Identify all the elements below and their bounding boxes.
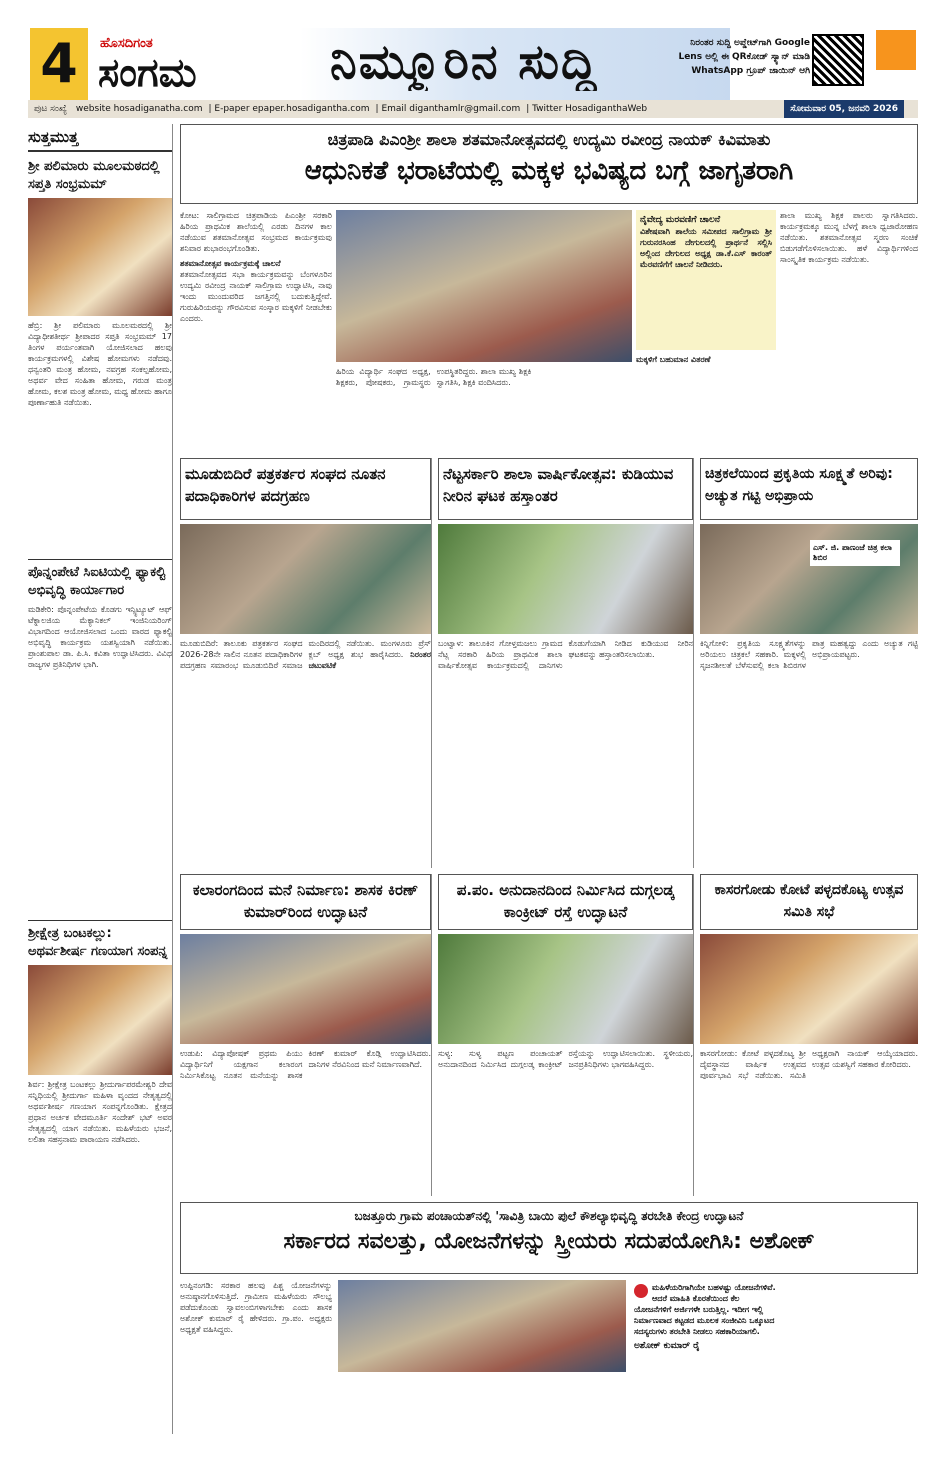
story-a-photo: [180, 524, 431, 634]
story-b: [438, 458, 694, 868]
story-d-headline: ಕಲಾರಂಗದಿಂದ ಮನೆ ನಿರ್ಮಾಣ: ಶಾಸಕ ಕಿರಣ್ ಕುಮಾರ್‌ರಿಂದ ಉದ್ಘಾಟನೆ: [180, 874, 431, 930]
story-a-subhead: ನಿರಂತರ ಚಟುವಟಿಕೆ: [308, 650, 431, 670]
qr-code-icon[interactable]: [812, 34, 864, 86]
story-e: [438, 874, 694, 1196]
story-d: [180, 874, 432, 1196]
bottom-body: ಉಪ್ಪಿನಂಗಡಿ: ಸರಕಾರ ಹಲವು ಪಿಶ್ಚ ಯೋಜನೆಗಳನ್ನು ಅನುಷ್ಠಾನಗೊಳಿಸುತ್ತಿದೆ. ಗ್ರಾಮೀಣ ಮಹಿಳೆಯರು ಸೌಲಭ್ಯ ಪಡೆದುಕೊಂಡು ಸ್ವಾವಲಂಬಿಗಳಾಗಬೇಕು ಎಂದು ಶಾಸಕ ಅಶೋಕ್ ಕುಮಾರ್ ರೈ ಹೇಳಿದರು. ಗ್ರಾ.ಪಂ. ಅಧ್ಯಕ್ಷರು ಅಧ್ಯಕ್ಷತೆ ವಹಿಸಿದ್ದರು.: [180, 1281, 332, 1334]
bottom-headline: ಸರ್ಕಾರದ ಸವಲತ್ತು, ಯೋಜನೆಗಳನ್ನು ಸ್ತ್ರೀಯರು ಸದುಪಯೋಗಿಸಿ: ಅಶೋಕ್: [283, 1229, 815, 1254]
story-d-body: ಉಡುಪಿ: ವಿದ್ಯಾಪೋಷಕ್ ಪ್ರಥಮ ಪಿಯು ವಿದ್ಯಾರ್ಥಿನಿಗೆ ಯಕ್ಷಗಾನ ಕಲಾರಂಗ ನಿರ್ಮಿಸಿಕೊಟ್ಟ ನೂತನ ಮನೆಯನ್ನು ಶಾಸಕ ಕಿರಣ್ ಕುಮಾರ್ ಕೊಡ್ಗಿ ಉದ್ಘಾಟಿಸಿದರು. ದಾನಿಗಳ ನೆರವಿನಿಂದ ಮನೆ ನಿರ್ಮಾಣವಾಗಿದೆ.: [180, 1049, 431, 1080]
story2-headline: ಪೊನ್ನಂಪೇಟೆ ಸಿಐಟಿಯಲ್ಲಿ ಫ್ಯಾಕಲ್ಟಿ ಅಭಿವೃದ್ಧಿ ಕಾರ್ಯಾಗಾರ: [28, 565, 166, 598]
story-c: [700, 458, 918, 868]
website-link[interactable]: website hosadiganatha.com: [75, 104, 203, 114]
bottom-quote-box: [632, 1280, 780, 1430]
lead-kicker: ಚಿತ್ರಪಾಡಿ ಪಿಎಂಶ್ರೀ ಶಾಲಾ ಶತಮಾನೋತ್ಸವದಲ್ಲಿ ಉದ್ಯಮಿ ರವೀಂದ್ರ ನಾಯಕ್ ಕಿವಿಮಾತು: [327, 130, 771, 149]
issue-date: ಸೋಮವಾರ 05, ಜನವರಿ 2026: [784, 100, 904, 118]
story1-body: ಹೆಬ್ರಿ: ಶ್ರೀ ಪಲಿಮಾರು ಮೂಲಮಠದಲ್ಲಿ ಶ್ರೀ ವಿದ್ಯಾಧೀಶತೀರ್ಥ ಶ್ರೀಪಾದರ ಸಪ್ತತಿ ಸಂಭ್ರಮಮ್ 17 ತಿಂಗಳ ಪರ್ಯಂತವಾಗಿ ಯೋಜಿಸಲಾದ ಹಲವು ಕಾರ್ಯಕ್ರಮಗಳಲ್ಲಿ ವಿಶೇಷ ಹೋಮಗಳು ನಡೆದವು. ಧನ್ವಂತರಿ ಮಂತ್ರ ಹೋಮ, ನವಗ್ರಹ ಸಂಕಲ್ಪಹೋಮ, ಅಥರ್ವ ವೇದ ಸಂಹಿತಾ ಹೋಮ, ಗರುಡ ಮಂತ್ರ ಹೋಮ, ಕಲಶ ಮಂತ್ರ ಹೋಮ, ಮಧ್ಯ ಹೋಮ ಹಾಗೂ ಪೂರ್ಣಾಹುತಿ ನಡೆಯಿತು.: [28, 321, 172, 407]
epaper-link[interactable]: E-paper epaper.hosadigantha.com: [214, 104, 370, 114]
lead-subhead1: ಶತಮಾನೋತ್ಸವ ಕಾರ್ಯಕ್ರಮಕ್ಕೆ ಚಾಲನೆ: [180, 259, 281, 268]
story-f-photo: [700, 934, 918, 1044]
lead-body2: ಶತಮಾನೋತ್ಸವದ ಸಭಾ ಕಾರ್ಯಕ್ರಮವನ್ನು ಬೆಂಗಳೂರಿನ ಉದ್ಯಮಿ ರವೀಂದ್ರ ನಾಯಕ್ ಸಾಲಿಗ್ರಾಮ ಉದ್ಘಾಟಿಸಿ, ನಾವು ಇಂದು ಮುಂದುವರಿದ ಜಗತ್ತಿನಲ್ಲಿ ಬದುಕುತ್ತಿದ್ದೇವೆ. ಗುರುಹಿರಿಯರನ್ನು ಗೌರವಿಸುವ ಸಂಸ್ಕಾರ ಮಕ್ಕಳಿಗೆ ನೀಡಬೇಕು ಎಂದರು.: [180, 270, 332, 323]
brand-name: ಸಂಗಮ: [98, 50, 197, 96]
story-e-photo: [438, 934, 693, 1044]
masthead-title: ನಿಮ್ಮೂರಿನ ಸುದ್ದಿ: [330, 34, 599, 90]
story-c-headline: ಚಿತ್ರಕಲೆಯಿಂದ ಪ್ರಕೃತಿಯ ಸೂಕ್ಷ್ಮತೆ ಅರಿವು: ಅಚ್ಯುತ ಗಟ್ಟಿ ಅಭಿಪ್ರಾಯ: [700, 458, 918, 520]
story-a: [180, 458, 432, 868]
twitter-link[interactable]: Twitter HosadiganthaWeb: [532, 104, 648, 114]
lead-sidebar: [636, 210, 776, 350]
left-column: [28, 124, 173, 1434]
story-c-body: ಕಿನ್ನಿಗೋಳಿ: ಪ್ರಕೃತಿಯ ಸೂಕ್ಷ್ಮತೆಗಳನ್ನು ಅರಿಯಲು ಚಿತ್ರಕಲೆ ಸಹಕಾರಿ. ಮಕ್ಕಳಲ್ಲಿ ಸೃಜನಶೀಲತೆ ಬೆಳೆಸುವಲ್ಲಿ ಕಲಾ ಶಿಬಿರಗಳ ಪಾತ್ರ ಮಹತ್ವದ್ದು ಎಂದು ಅಚ್ಯುತ ಗಟ್ಟಿ ಅಭಿಪ್ರಾಯಪಟ್ಟರು.: [700, 639, 918, 670]
story-a-headline: ಮೂಡುಬಿದಿರೆ ಪತ್ರಕರ್ತರ ಸಂಘದ ನೂತನ ಪದಾಧಿಕಾರಿಗಳ ಪದಗ್ರಹಣ: [180, 458, 431, 520]
bottom-photo: [338, 1280, 626, 1372]
lead-subhead2: ಮಕ್ಕಳಿಗೆ ಬಹುಮಾನ ವಿತರಣೆ: [636, 355, 711, 364]
story-b-headline: ನೆಟ್ಟಸರ್ಕಾರಿ ಶಾಲಾ ವಾರ್ಷಿಕೋತ್ಸವ: ಕುಡಿಯುವ ನೀರಿನ ಘಟಕ ಹಸ್ತಾಂತರ: [438, 458, 693, 520]
lead-body4: ಶಾಲಾ ಮುಖ್ಯ ಶಿಕ್ಷಕ ಪಾಲರು ಸ್ವಾಗತಿಸಿದರು. ಕಾರ್ಯಕ್ರಮಕ್ಕೂ ಮುನ್ನ ಬೆಳಗ್ಗೆ ಶಾಲಾ ಧ್ವಜಾರೋಹಣ ನಡೆಯಿತು. ಶತಮಾನೋತ್ಸವ ಸ್ಮರಣ ಸಂಚಿಕೆ ಬಿಡುಗಡೆಗೊಳಿಸಲಾಯಿತು. ಹಳೆ ವಿದ್ಯಾರ್ಥಿಗಳಿಂದ ಸಾಂಸ್ಕೃತಿಕ ಕಾರ್ಯಕ್ರಮ ನಡೆಯಿತು.: [780, 211, 918, 264]
story1-photo: [28, 198, 172, 316]
story1-headline: ಶ್ರೀ ಪಲಿಮಾರು ಮೂಲಮಠದಲ್ಲಿ ಸಪ್ತತಿ ಸಂಭ್ರಮಮ್: [28, 159, 160, 192]
bottom-quote: ಮಹಿಳೆಯರಿಗಾಗಿಯೇ ಬಹಳಷ್ಟು ಯೋಜನೆಗಳಿವೆ. ಆದರೆ ಮಾಹಿತಿ ಕೊರತೆಯಿಂದ ಕೆಲ ಯೋಜನೆಗಳಿಗೆ ಅರ್ಜಿಗಳೇ ಬರುತ್ತಿಲ್ಲ. ಇದೀಗ ಇಲ್ಲಿ ನಿರ್ಮಾಣವಾದ ಕಟ್ಟಡದ ಮೂಲಕ ಸಂಜೀವಿನಿ ಒಕ್ಕೂಟದ ಸದಸ್ಯರುಗಳು ತರಬೇತಿ ನೀಡಲು ಸಹಕಾರಿಯಾಗಲಿ.: [634, 1283, 776, 1336]
story-e-body: ಸುಳ್ಯ: ಸುಳ್ಯ ಪಟ್ಟಣ ಪಂಚಾಯತ್ ಅನುದಾನದಿಂದ ನಿರ್ಮಿಸಿದ ದುಗ್ಗಲಡ್ಕ ಕಾಂಕ್ರೀಟ್ ರಸ್ತೆಯನ್ನು ಉದ್ಘಾಟಿಸಲಾಯಿತು. ಸ್ಥಳೀಯರು, ಜನಪ್ರತಿನಿಧಿಗಳು ಭಾಗವಹಿಸಿದ್ದರು.: [438, 1049, 693, 1069]
orange-block: [876, 30, 916, 70]
bottom-headline-box: [180, 1202, 918, 1274]
lead-body-col3: [636, 354, 776, 450]
story-b-body: ಬಂಟ್ವಾಳ: ತಾಲೂಕಿನ ಗೋಳ್ತಮಜಲು ಗ್ರಾಮದ ನೆಟ್ಲ ಸರಕಾರಿ ಹಿರಿಯ ಪ್ರಾಥಮಿಕ ಶಾಲಾ ವಾರ್ಷಿಕೋತ್ಸವ ಕಾರ್ಯಕ್ರಮದಲ್ಲಿ ದಾನಿಗಳು ಕೊಡುಗೆಯಾಗಿ ನೀಡಿದ ಕುಡಿಯುವ ನೀರಿನ ಘಟಕವನ್ನು ಹಸ್ತಾಂತರಿಸಲಾಯಿತು.: [438, 639, 693, 670]
qr-instruction: ನಿರಂತರ ಸುದ್ದಿ ಅಪ್ಡೇಟ್‌ಗಾಗಿ Google Lens ಅಲ್ಲಿ ಈ QRಕೋಡ್ ಸ್ಕ್ಯಾನ್ ಮಾಡಿ WhatsApp ಗ್ರೂಪ್ ಜಾಯಿನ್ ಆಗಿ: [678, 38, 810, 76]
sidebar-body: ವಿಶೇಷವಾಗಿ ಶಾಲೆಯ ಸಮೀಪದ ಸಾಲಿಗ್ರಾಮ ಶ್ರೀ ಗುರುನರಸಿಂಹ ದೇಗುಲದಲ್ಲಿ ಪ್ರಾರ್ಥನೆ ಸಲ್ಲಿಸಿ ಅಲ್ಲಿಂದ ದೇಗುಲದ ಅಧ್ಯಕ್ಷ ಡಾ.ಕೆ.ಎಸ್ ಕಾರಂತ್ ಮೆರವಣಿಗೆಗೆ ಚಾಲನೆ ನೀಡಿದರು.: [640, 227, 772, 269]
info-strip: ಪುಟ ಸಂಖ್ಯೆ website hosadiganatha.com | E-paper epaper.hosadigantha.com | Email diganthamlr@gmail.com | Twitter HosadiganthaWeb ಸೋಮವಾರ 05, ಜನವರಿ 2026: [28, 100, 918, 118]
lead-headline-box: [180, 124, 918, 204]
lead-headline: ಆಧುನಿಕತೆ ಭರಾಟೆಯಲ್ಲಿ ಮಕ್ಕಳ ಭವಿಷ್ಯದ ಬಗ್ಗೆ ಜಾಗೃತರಾಗಿ: [304, 156, 794, 186]
lead-body-col1: [180, 210, 332, 450]
brand-small: ಹೊಸದಿಗಂತ: [100, 36, 153, 51]
story-d-photo: [180, 934, 431, 1044]
lead-body3: ಹಿರಿಯ ವಿದ್ಯಾರ್ಥಿ ಸಂಘದ ಅಧ್ಯಕ್ಷ, ಶಿಕ್ಷಕರು, ಪೋಷಕರು, ಗ್ರಾಮಸ್ಥರು ಉಪಸ್ಥಿತರಿದ್ದರು. ಶಾಲಾ ಮುಖ್ಯ ಶಿಕ್ಷಕಿ ಸ್ವಾಗತಿಸಿ, ಶಿಕ್ಷಕಿ ವಂದಿಸಿದರು.: [336, 367, 532, 387]
story-c-banner: ಎಸ್. ಜಿ. ಪಾಣಂಜೆ ಚಿತ್ರ ಕಲಾ ಶಿಬಿರ: [810, 540, 900, 566]
story2-body: ಮಡಿಕೇರಿ: ಪೊನ್ನಂಪೇಟೆಯ ಕೊಡಗು ಇನ್ಸ್ಟಿಟ್ಯೂಟ್ ಆಫ್ ಟೆಕ್ನಾಲಜಿಯ ಮೆಕ್ಯಾನಿಕಲ್ ಇಂಜಿನಿಯರಿಂಗ್ ವಿಭಾಗದಿಂದ ಆಯೋಜಿಸಲಾದ ಒಂದು ವಾರದ ಫ್ಯಾಕಲ್ಟಿ ಅಭಿವೃದ್ಧಿ ಕಾರ್ಯಕ್ರಮ ಯಶಸ್ವಿಯಾಗಿ ನಡೆಯಿತು. ಪ್ರಾಂಶುಪಾಲ ಡಾ. ಪಿ.ಸಿ. ಕವಿತಾ ಉದ್ಘಾಟಿಸಿದರು. ವಿವಿಧ ರಾಜ್ಯಗಳ ಪ್ರತಿನಿಧಿಗಳ ಭಾಗಿ.: [28, 605, 172, 669]
story-c-photo: [700, 524, 918, 634]
story3-headline: ಶ್ರೀಕ್ಷೇತ್ರ ಬಂಟಕಲ್ಲು: ಅಥರ್ವಶೀರ್ಷ ಗಣಯಾಗ ಸಂಪನ್ನ: [28, 926, 168, 959]
section-label: ಪುಟ ಸಂಖ್ಯೆ: [34, 104, 67, 114]
story3-body: ಶಿರ್ವ: ಶ್ರೀಕ್ಷೇತ್ರ ಬಂಟಕಲ್ಲು ಶ್ರೀದುರ್ಗಾಪರಮೇಶ್ವರಿ ದೇವ ಸನ್ನಿಧಿಯಲ್ಲಿ ಶ್ರೀದುರ್ಗಾ ಮಹಿಳಾ ವೃಂದದ ನೇತೃತ್ವದಲ್ಲಿ ಅಥರ್ವಶೀರ್ಷ ಗಣಯಾಗ ಸಂಪನ್ನಗೊಂಡಿತು. ಕ್ಷೇತ್ರದ ಪ್ರಧಾನ ಅರ್ಚಕ ವೇದಮೂರ್ತಿ ಸಂದೇಶ್ ಭಟ್ ಅವರ ನೇತೃತ್ವದಲ್ಲಿ ಯಾಗ ನಡೆಯಿತು. ಮಹಿಳೆಯರು ಭಜನೆ, ಲಲಿತಾ ಸಹಸ್ರನಾಮ ಪಾರಾಯಣ ನಡೆಸಿದರು.: [28, 1080, 172, 1144]
email-link[interactable]: Email diganthamlr@gmail.com: [381, 104, 521, 114]
quote-author: ಅಶೋಕ್ ಕುಮಾರ್ ರೈ: [634, 1341, 700, 1351]
story-e-headline: ಪ.ಪಂ. ಅನುದಾನದಿಂದ ನಿರ್ಮಿಸಿದ ದುಗ್ಗಲಡ್ಕ ಕಾಂಕ್ರೀಟ್ ರಸ್ತೆ ಉದ್ಘಾಟನೆ: [438, 874, 693, 930]
story-a-body: ಮೂಡುಬಿದಿರೆ: ತಾಲೂಕು ಪತ್ರಕರ್ತರ ಸಂಘದ 2026-28ನೇ ಸಾಲಿನ ನೂತನ ಪದಾಧಿಕಾರಿಗಳ ಪದಗ್ರಹಣ ಸಮಾರಂಭ ಮೂಡುಬಿದಿರೆ ಸಮಾಜ ಮಂದಿರದಲ್ಲಿ ನಡೆಯಿತು. ಮಂಗಳೂರು ಪ್ರೆಸ್ ಕ್ಲಬ್ ಅಧ್ಯಕ್ಷ ಶುಭ ಹಾರೈಸಿದರು.: [180, 639, 431, 670]
bottom-body-right: [786, 1280, 918, 1430]
story-f: [700, 874, 918, 1196]
sidebar-headline: ನೈವೇದ್ಯ ಮರವಣಿಗೆ ಚಾಲನೆ: [640, 215, 721, 225]
lead-body1: ಕೋಟ: ಸಾಲಿಗ್ರಾಮದ ಚಿತ್ರಪಾಡಿಯ ಪಿಎಂಶ್ರೀ ಸರಕಾರಿ ಹಿರಿಯ ಪ್ರಾಥಮಿಕ ಶಾಲೆಯಲ್ಲಿ ಎರಡು ದಿನಗಳ ಕಾಲ ನಡೆಯುವ ಶತಮಾನೋತ್ಸವ ಸಂಭ್ರಮದ ಕಾರ್ಯಕ್ರಮವು ಶನಿವಾರ ಶುಭಾರಂಭಗೊಂಡಿತು.: [180, 211, 332, 253]
rubric: ಸುತ್ತಮುತ್ತ: [28, 124, 172, 152]
story-f-body: ಕಾಸರಗೋಡು: ಕೋಟೆ ಪಳ್ಳದಕೊಟ್ಯ ಶ್ರೀ ದೈವಸ್ಥಾನದ ವಾರ್ಷಿಕ ಉತ್ಸವದ ಪೂರ್ವಭಾವಿ ಸಭೆ ನಡೆಯಿತು. ಸಮಿತಿ ಅಧ್ಯಕ್ಷರಾಗಿ ನಾಯಕ್ ಆಯ್ಕೆಯಾದರು. ಉತ್ಸವ ಯಶಸ್ವಿಗೆ ಸಹಕಾರ ಕೋರಿದರು.: [700, 1049, 918, 1080]
story3-photo: [28, 965, 172, 1075]
bottom-kicker: ಬಜತ್ತೂರು ಗ್ರಾಮ ಪಂಚಾಯತ್‌ನಲ್ಲಿ 'ಸಾವಿತ್ರಿ ಬಾಯಿ ಪುಲೆ ಕೌಶಲ್ಯಾಭಿವೃದ್ಧಿ ತರಬೇತಿ ಕೇಂದ್ರ ಉದ್ಘಾಟನೆ: [354, 1209, 744, 1223]
quote-icon: [634, 1284, 648, 1298]
story-b-photo: [438, 524, 693, 634]
bottom-body-more: [338, 1376, 626, 1432]
page-number: 4: [30, 28, 88, 100]
lead-photo: [336, 210, 632, 362]
story-f-headline: ಕಾಸರಗೋಡು ಕೋಟೆ ಪಳ್ಳದಕೊಟ್ಯ ಉತ್ಸವ ಸಮಿತಿ ಸಭೆ: [700, 874, 918, 930]
